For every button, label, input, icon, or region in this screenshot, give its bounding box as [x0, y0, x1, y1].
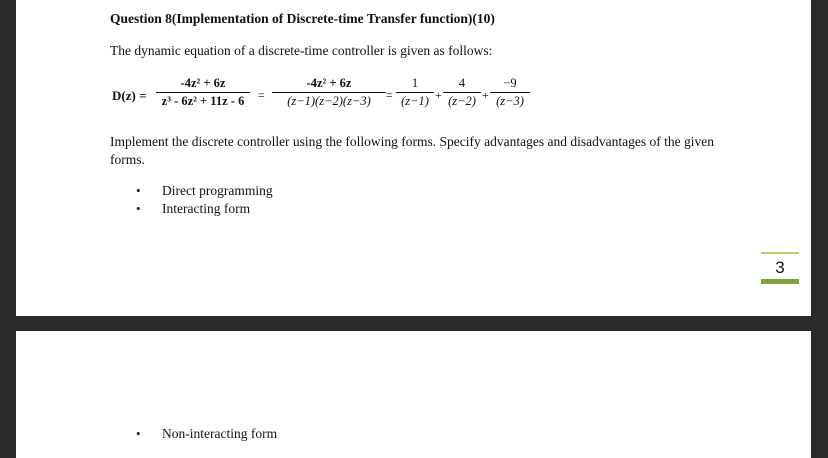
bullet-icon: • — [136, 426, 141, 441]
list-item-label: Non-interacting form — [162, 426, 278, 441]
fraction-4 — [443, 76, 481, 109]
bullet-icon: • — [136, 183, 141, 198]
list-item — [136, 182, 273, 200]
fraction-4-numerator: 4 — [458, 76, 466, 90]
question-title: Question 8(Implementation of Discrete-time Transfer function)(10) — [110, 11, 495, 26]
fraction-3-denominator: (z−1) — [401, 94, 429, 108]
bullet-icon: • — [136, 201, 141, 216]
fraction-3 — [396, 76, 434, 109]
fraction-1 — [156, 76, 250, 109]
fraction-2 — [272, 76, 386, 109]
list-item — [136, 200, 273, 218]
fraction-3-numerator: 1 — [411, 76, 419, 90]
forms-list-page-1 — [136, 182, 273, 218]
forms-list-page-2 — [136, 425, 277, 443]
fraction-2-numerator: -4z² + 6z — [306, 76, 352, 90]
fraction-1-numerator: -4z² + 6z — [180, 76, 226, 90]
fraction-2-denominator: (z−1)(z−2)(z−3) — [287, 94, 371, 108]
equation-lhs: D(z) = — [112, 88, 147, 103]
plus-sign-2: + — [482, 88, 489, 102]
equals-sign-2: = — [386, 88, 393, 102]
fraction-1-denominator: z³ - 6z² + 11z - 6 — [161, 94, 245, 108]
fraction-5-numerator: −9 — [503, 76, 517, 90]
page-number: 3 — [761, 252, 799, 284]
fraction-5 — [490, 76, 530, 109]
list-item-label: Interacting form — [162, 201, 251, 216]
fraction-4-denominator: (z−2) — [448, 94, 476, 108]
instruction-text: Implement the discrete controller using the following forms. Specify advantages and disadvantages of the given forms. — [110, 134, 714, 167]
list-item — [136, 425, 277, 443]
fraction-5-denominator: (z−3) — [496, 94, 524, 108]
plus-sign-1: + — [435, 88, 442, 102]
document-page-1 — [16, 0, 811, 316]
list-item-label: Direct programming — [162, 183, 273, 198]
intro-text: The dynamic equation of a discrete-time controller is given as follows: — [110, 43, 493, 58]
equals-sign-1: = — [258, 88, 265, 102]
